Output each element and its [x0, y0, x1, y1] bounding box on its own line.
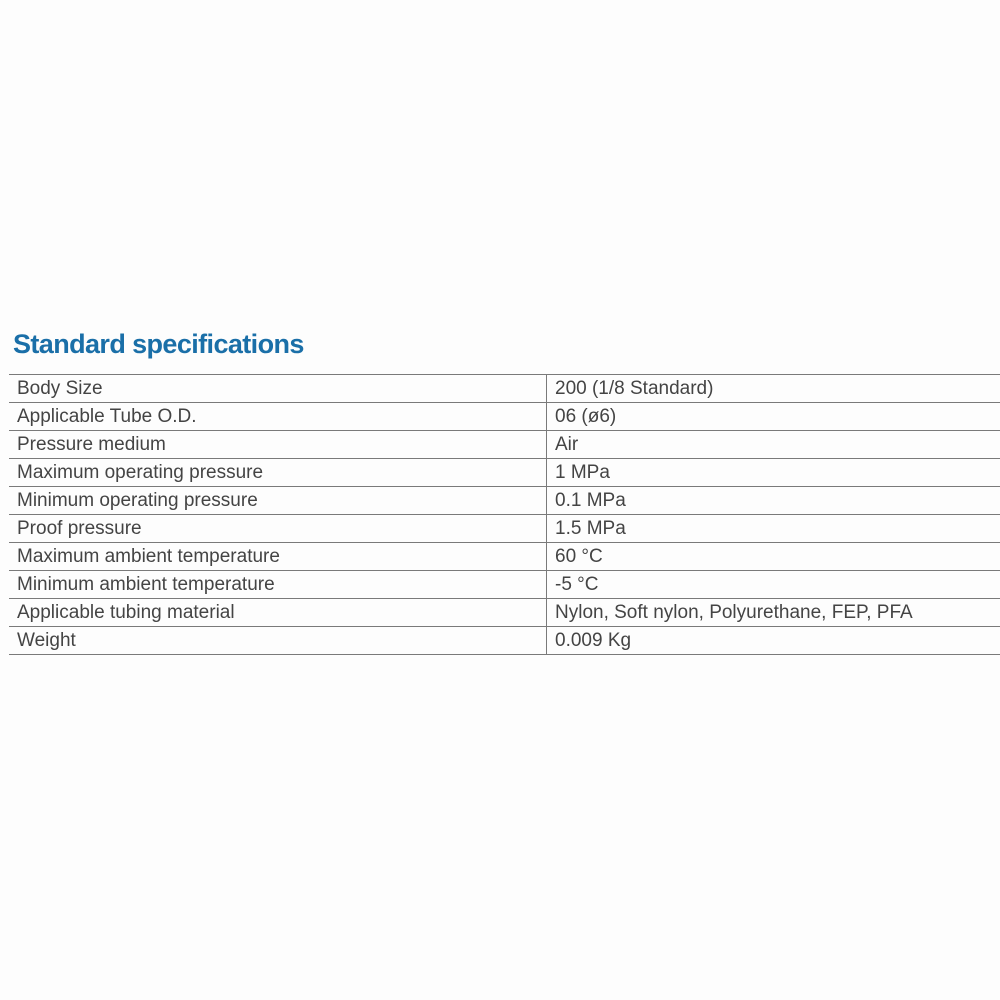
page-title: Standard specifications: [13, 329, 304, 359]
table-row: [9, 487, 1000, 515]
spec-value: -5 °C: [547, 571, 1000, 599]
table-row: [9, 515, 1000, 543]
spec-value: 06 (ø6): [547, 403, 1000, 431]
spec-value: Nylon, Soft nylon, Polyurethane, FEP, PFA: [547, 599, 1000, 627]
spec-value: Air: [547, 431, 1000, 459]
table-row: [9, 627, 1000, 655]
table-row: [9, 375, 1000, 403]
table-row: [9, 403, 1000, 431]
specifications-table: [9, 374, 1000, 655]
spec-value: 60 °C: [547, 543, 1000, 571]
spec-value: 200 (1/8 Standard): [547, 375, 1000, 403]
spec-label: Minimum operating pressure: [9, 487, 547, 515]
spec-label: Maximum operating pressure: [9, 459, 547, 487]
spec-label: Minimum ambient temperature: [9, 571, 547, 599]
spec-value: 0.1 MPa: [547, 487, 1000, 515]
spec-label: Weight: [9, 627, 547, 655]
spec-label: Pressure medium: [9, 431, 547, 459]
table-row: [9, 459, 1000, 487]
spec-label: Applicable tubing material: [9, 599, 547, 627]
table-row: [9, 599, 1000, 627]
spec-label: Body Size: [9, 375, 547, 403]
table-row: [9, 431, 1000, 459]
spec-value: 1.5 MPa: [547, 515, 1000, 543]
table-row: [9, 543, 1000, 571]
spec-label: Proof pressure: [9, 515, 547, 543]
table-row: [9, 571, 1000, 599]
spec-label: Applicable Tube O.D.: [9, 403, 547, 431]
spec-label: Maximum ambient temperature: [9, 543, 547, 571]
spec-value: 1 MPa: [547, 459, 1000, 487]
spec-value: 0.009 Kg: [547, 627, 1000, 655]
